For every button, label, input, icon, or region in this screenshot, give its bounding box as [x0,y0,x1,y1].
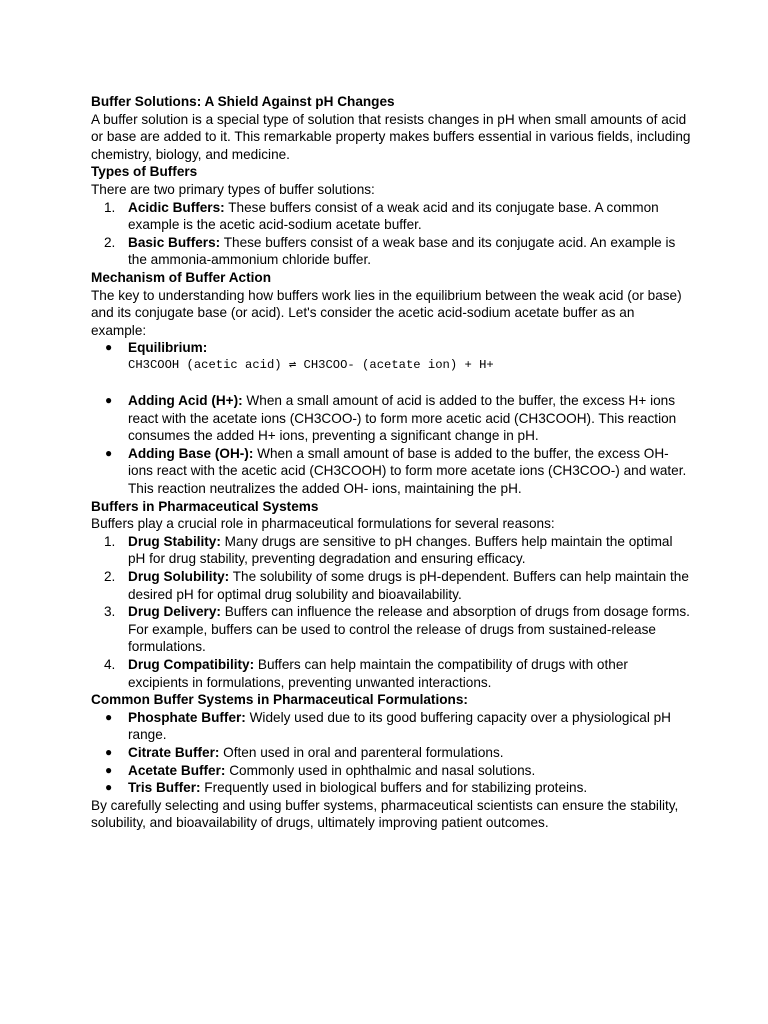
equilibrium-equation: CH3COOH (acetic acid) ⇌ CH3COO- (acetate ion) + H+ [128,357,494,372]
list-item [91,744,691,762]
types-lead: There are two primary types of buffer solutions: [91,181,375,197]
mechanism-lead: The key to understanding how buffers work lies in the equilibrium between the weak acid (or base) and its conjugate base (or acid). Let's consider the acetic acid-sodium acetate buffer as an example: [91,287,682,338]
list-number: 1. [104,533,116,549]
item-text: Commonly used in ophthalmic and nasal solutions. [225,762,536,778]
conclusion-paragraph: By carefully selecting and using buffer systems, pharmaceutical scientists can ensure the stability, solubility, and bioavailability of drugs, ultimately improving patient outcomes. [91,797,679,831]
types-list [91,199,691,269]
bullet-icon: ● [105,393,113,408]
bullet-icon: ● [105,445,113,460]
pharma-heading: Buffers in Pharmaceutical Systems [91,498,319,514]
item-label: Drug Delivery: [128,604,221,620]
pharma-list [91,533,691,691]
list-number: 2. [104,234,116,250]
item-label: Basic Buffers: [128,234,221,250]
types-heading: Types of Buffers [91,164,198,180]
item-text: Buffers can influence the release and absorption of drugs from dosage forms. For example, buffers can be used to control the release of drugs from sustained-release formulations. [128,604,690,655]
list-item [91,779,691,797]
item-label: Drug Stability: [128,533,221,549]
document-page [91,93,691,832]
item-text: When a small amount of acid is added to the buffer, the excess H+ ions react with the acetate ions (CH3COO-) to form more acetic acid (CH3COOH). This reaction consumes the added H+ ions, preventing a significant change in pH. [128,393,677,444]
bullet-icon: ● [105,709,113,724]
list-item [91,603,691,656]
common-list [91,709,691,797]
mechanism-list [91,339,691,497]
bullet-icon: ● [105,762,113,777]
list-item [91,709,691,744]
list-item [91,339,691,374]
item-text: The solubility of some drugs is pH-dependent. Buffers can help maintain the desired pH for optimal drug solubility and bioavailability. [128,569,689,602]
item-label: Adding Acid (H+): [128,393,243,409]
list-item [91,199,691,234]
bullet-icon: ● [105,780,113,795]
item-text: Widely used due to its good buffering capacity over a physiological pH range. [128,709,672,743]
bullet-icon: ● [105,744,113,759]
list-number: 1. [104,199,116,215]
item-text: Many drugs are sensitive to pH changes. Buffers help maintain the optimal pH for drug stability, preventing degradation and ensuring efficacy. [128,533,673,567]
intro-paragraph: A buffer solution is a special type of solution that resists changes in pH when small amounts of acid or base are added to it. This remarkable property makes buffers essential in various fields, including chemistry, biology, and medicine. [91,111,691,162]
list-number: 4. [104,657,116,672]
list-number: 3. [104,604,116,620]
mechanism-heading: Mechanism of Buffer Action [91,269,272,285]
pharma-lead: Buffers play a crucial role in pharmaceutical formulations for several reasons: [91,516,555,532]
item-text: These buffers consist of a weak acid and its conjugate base. A common example is the acetic acid-sodium acetate buffer. [128,199,659,233]
item-text: Often used in oral and parenteral formulations. [219,744,504,760]
item-label: Phosphate Buffer: [128,709,246,725]
item-label: Citrate Buffer: [128,744,220,760]
list-item [91,568,691,603]
equilibrium-label: Equilibrium: [128,340,208,356]
common-heading: Common Buffer Systems in Pharmaceutical Formulations: [91,692,468,708]
item-label: Adding Base (OH-): [128,445,254,461]
item-text: These buffers consist of a weak base and its conjugate acid. An example is the ammonia-ammonium chloride buffer. [128,234,676,268]
list-item [91,234,691,269]
item-text: When a small amount of base is added to the buffer, the excess OH- ions react with the acetic acid (CH3COOH) to form more acetate ions (CH3COO-) and water. This reaction neutralizes the added OH- ions, maintaining the pH. [128,445,687,497]
item-text: Buffers can help maintain the compatibility of drugs with other excipients in formulations, preventing unwanted interactions. [128,657,628,690]
item-label: Drug Compatibility: [128,657,255,672]
list-item [91,656,691,691]
list-item [91,533,691,568]
list-item [91,445,691,498]
list-number: 2. [104,569,116,585]
item-label: Acidic Buffers: [128,199,225,215]
bullet-icon: ● [105,340,113,355]
item-label: Drug Solubility: [128,569,230,585]
item-text: Frequently used in biological buffers and for stabilizing proteins. [200,780,588,796]
item-label: Acetate Buffer: [128,762,226,778]
item-label: Tris Buffer: [128,780,201,796]
document-title: Buffer Solutions: A Shield Against pH Changes [91,94,395,109]
list-item [91,762,691,780]
list-item [91,392,691,445]
